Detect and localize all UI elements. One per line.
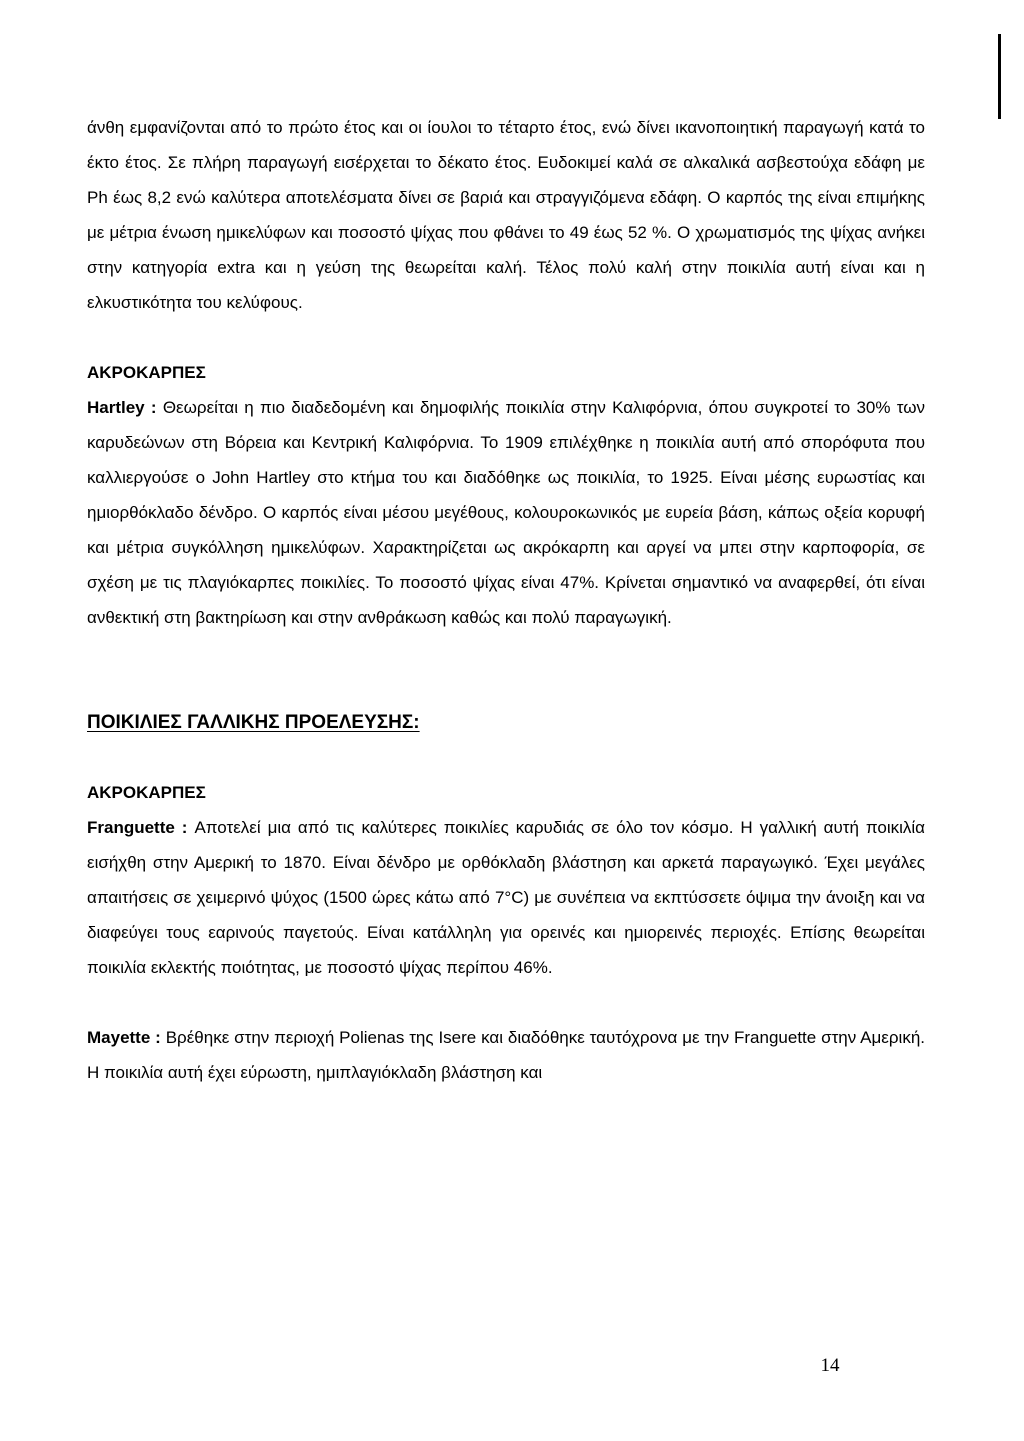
page-number: 14	[820, 1355, 840, 1376]
section-title-french-origin: ΠΟΙΚΙΛΙΕΣ ΓΑΛΛΙΚΗΣ ΠΡΟΕΛΕΥΣΗΣ:	[87, 712, 420, 733]
intro-paragraph: άνθη εμφανίζονται από το πρώτο έτος και οι ίουλοι το τέταρτο έτος, ενώ δίνει ικανοποιητική παραγωγή κατά το έκτο έτος. Σε πλήρη παραγωγή εισέρχεται το δέκατο έτος. Ευδοκιμεί καλά σε αλκαλικά ασβεστούχα εδάφη με Ph έως 8,2 ενώ καλύτερα αποτελέσματα δίνει σε βαριά και στραγγιζόμενα εδάφη. Ο καρπός της είναι επιμήκης με μέτρια ένωση ημικελύφων και ποσοστό ψίχας που φθάνει το 49 έως 52 %. Ο χρωματισμός της ψίχας ανήκει στην κατηγορία extra και η γεύση της θεωρείται καλή. Τέλος πολύ καλή στην ποικιλία αυτή είναι και η ελκυστικότητα του κελύφους.	[87, 118, 925, 312]
section-heading-acrocarpous-2: ΑΚΡΟΚΑΡΠΕΣ	[87, 783, 206, 802]
mayette-description: Βρέθηκε στην περιοχή Polienas της Isere και διαδόθηκε ταυτόχρονα με την Franguette στην Αμερική. Η ποικιλία αυτή έχει εύρωστη, ημιπλαγιόκλαδη βλάστηση και	[87, 1028, 925, 1082]
variety-name-mayette: Mayette :	[87, 1028, 161, 1047]
text-body	[87, 110, 925, 1090]
franguette-paragraph	[87, 810, 925, 985]
section-heading-acrocarpous-1: ΑΚΡΟΚΑΡΠΕΣ	[87, 363, 206, 382]
variety-name-franguette: Franguette :	[87, 818, 188, 837]
mayette-paragraph	[87, 1020, 925, 1090]
franguette-description: Αποτελεί μια από τις καλύτερες ποικιλίες καρυδιάς σε όλο τον κόσμο. Η γαλλική αυτή ποικιλία εισήχθη στην Αμερική το 1870. Είναι δένδρο με ορθόκλαδη βλάστηση και αρκετά παραγωγικό. Έχει μεγάλες απαιτήσεις σε χειμερινό ψύχος (1500 ώρες κάτω από 7°C) με συνέπεια να εκπτύσσετε όψιμα την άνοιξη και να διαφεύγει τους εαρινούς παγετούς. Είναι κατάλληλη για ορεινές και ημιορεινές περιοχές. Επίσης θεωρείται ποικιλία εκλεκτής ποιότητας, με ποσοστό ψίχας περίπου 46%.	[87, 818, 926, 977]
hartley-description: Θεωρείται η πιο διαδεδομένη και δημοφιλής ποικιλία στην Καλιφόρνια, όπου συγκροτεί το 30% των καρυδεώνων στη Βόρεια και Κεντρική Καλιφόρνια. Το 1909 επιλέχθηκε η ποικιλία αυτή από σπορόφυτα που καλλιεργούσε ο John Hartley στο κτήμα του και διαδόθηκε ως ποικιλία, το 1925. Είναι μέσης ευρωστίας και ημιορθόκλαδο δένδρο. Ο καρπός είναι μέσου μεγέθους, κολουροκωνικός με ευρεία βάση, κάπως οξεία κορυφή και μέτρια συγκόλληση ημικελύφων. Χαρακτηρίζεται ως ακρόκαρπη και αργεί να μπει στην καρποφορία, σε σχέση με τις πλαγιόκαρπες ποικιλίες. Το ποσοστό ψίχας είναι 47%. Κρίνεται σημαντικό να αναφερθεί, ότι είναι ανθεκτική στη βακτηρίωση και στην ανθράκωση καθώς και πολύ παραγωγική.	[87, 398, 925, 627]
hartley-paragraph	[87, 390, 925, 635]
variety-name-hartley: Hartley :	[87, 398, 157, 417]
scan-edge-line	[998, 34, 1001, 119]
